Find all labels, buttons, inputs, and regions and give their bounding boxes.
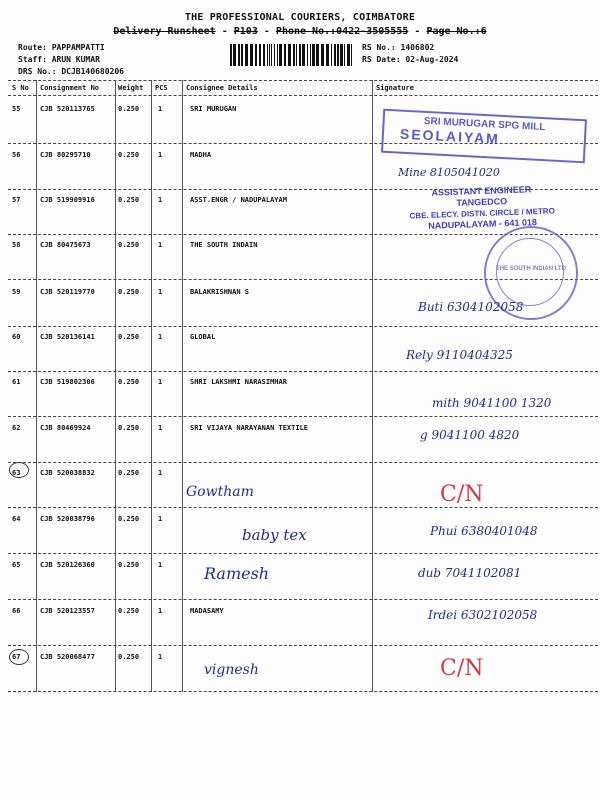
barcode-bar [316, 44, 319, 66]
cell-pcs: 1 [158, 196, 163, 204]
barcode-bar [321, 44, 324, 66]
rs-date: RS Date: 02-Aug-2024 [362, 55, 459, 64]
consignee-row64: baby tex [242, 526, 307, 544]
cell-sno: 60 [12, 333, 21, 341]
barcode-bar [337, 44, 339, 66]
cell-sno: 62 [12, 424, 21, 432]
page-number: Page No.:6 [426, 26, 487, 37]
row-divider [8, 462, 598, 463]
cell-consignment: CJB 520123557 [40, 607, 95, 615]
barcode-bar [302, 44, 305, 66]
cell-weight: 0.250 [118, 333, 140, 341]
cell-weight: 0.250 [118, 151, 140, 159]
cell-weight: 0.250 [118, 653, 140, 661]
cell-consignment: CJB 80469924 [40, 424, 91, 432]
signature-row66: Irdei 6302102058 [428, 608, 538, 622]
barcode-bar [340, 44, 343, 66]
row-divider [8, 645, 598, 646]
cell-sno: 67 [12, 653, 21, 661]
cell-consignee: BALAKRISHNAN S [190, 288, 250, 296]
cell-weight: 0.250 [118, 105, 140, 113]
signature-row65: dub 7041102081 [418, 566, 522, 580]
table-row [8, 651, 596, 691]
cell-consignee: ASST.ENGR / NADUPALAYAM [190, 196, 287, 204]
row-divider [8, 326, 598, 327]
barcode-bar [277, 44, 278, 66]
barcode-bar [299, 44, 301, 66]
cell-consignee: MADHA [190, 151, 212, 159]
signature-row63: C/N [440, 482, 484, 507]
cell-sno: 61 [12, 378, 21, 386]
table-top-border [8, 80, 598, 81]
cell-pcs: 1 [158, 607, 163, 615]
staff-label: Staff: ARUN KUMAR [18, 55, 100, 64]
cell-weight: 0.250 [118, 469, 140, 477]
cell-weight: 0.250 [118, 288, 140, 296]
cell-weight: 0.250 [118, 561, 140, 569]
col-consignee: Consignee Details [186, 84, 258, 92]
barcode-bar [351, 44, 352, 66]
col-sno: S No [12, 84, 29, 92]
barcode-bar [263, 44, 265, 66]
cell-consignee: SRI VIJAYA NARAYANAN TEXTILE [190, 424, 309, 432]
cell-pcs: 1 [158, 288, 163, 296]
cell-pcs: 1 [158, 333, 163, 341]
rs-number: RS No.: 1406802 [362, 43, 435, 52]
cell-sno: 65 [12, 561, 21, 569]
barcode-bar [271, 44, 272, 66]
header-divider [8, 95, 598, 96]
col-signature: Signature [376, 84, 414, 92]
cell-weight: 0.250 [118, 424, 140, 432]
cell-consignee: SRI MURUGAN [190, 105, 237, 113]
cell-weight: 0.250 [118, 196, 140, 204]
cell-consignment: CJB 520068477 [40, 653, 95, 661]
cell-consignment: CJB 520113765 [40, 105, 95, 113]
barcode-bar [284, 44, 286, 66]
cell-weight: 0.250 [118, 378, 140, 386]
cell-consignment: CJB 80475673 [40, 241, 91, 249]
row-divider [8, 553, 598, 554]
circle-mark-row63 [9, 462, 29, 478]
cell-consignment: CJB 520136141 [40, 333, 95, 341]
barcode-bar [334, 44, 336, 66]
cell-pcs: 1 [158, 561, 163, 569]
cell-consignee: MADASAMY [190, 607, 224, 615]
cell-consignment: CJB 520119770 [40, 288, 95, 296]
round-seal-text: THE SOUTH INDIAN LTD [496, 266, 566, 272]
engineer-stamp-line4: NADUPALAYAM - 641 018 [428, 217, 538, 231]
cell-consignment: CJB 80295710 [40, 151, 91, 159]
barcode-bar [310, 44, 311, 66]
consignee-row65: Ramesh [204, 564, 270, 583]
cell-consignment: CJB 520038832 [40, 469, 95, 477]
cell-sno: 66 [12, 607, 21, 615]
cell-weight: 0.250 [118, 607, 140, 615]
cell-weight: 0.250 [118, 515, 140, 523]
signature-row64: Phui 6380401048 [430, 524, 538, 538]
cell-pcs: 1 [158, 378, 163, 386]
cell-sno: 56 [12, 151, 21, 159]
row-divider [8, 371, 598, 372]
barcode-bar [230, 44, 232, 66]
phone-number: Phone No.:0422-3505555 [275, 26, 409, 37]
row-divider [8, 507, 598, 508]
cell-pcs: 1 [158, 241, 163, 249]
signature-row56: Mine 8105041020 [398, 166, 500, 179]
col-consignment: Consignment No [40, 84, 100, 92]
barcode-bar [255, 44, 257, 66]
barcode-bar [279, 44, 282, 66]
cell-sno: 55 [12, 105, 21, 113]
barcode-bar [307, 44, 308, 66]
cell-consignment: CJB 519802306 [40, 378, 95, 386]
barcode-bar [312, 44, 315, 66]
cell-sno: 58 [12, 241, 21, 249]
signature-row60: Rely 9110404325 [406, 348, 513, 362]
barcode-bar [296, 44, 297, 66]
barcode-bar [245, 44, 248, 66]
engineer-stamp-line1: ASSISTANT ENGINEER [431, 184, 532, 198]
engineer-stamp-line2: TANGEDCO [456, 196, 508, 208]
barcode-bar [250, 44, 253, 66]
engineer-stamp-line3: CBE. ELECY. DISTN. CIRCLE / METRO [409, 206, 555, 221]
barcode-bar [267, 44, 268, 66]
drs-number: DRS No.: DCJB140680206 [18, 67, 124, 76]
cell-consignment: CJB 520038796 [40, 515, 95, 523]
barcode-bar [344, 44, 345, 66]
cell-sno: 64 [12, 515, 21, 523]
runsheet-code: P103 [233, 26, 258, 37]
cell-consignment: CJB 520126360 [40, 561, 95, 569]
cell-pcs: 1 [158, 469, 163, 477]
cell-sno: 57 [12, 196, 21, 204]
runsheet-subtitle: Delivery Runsheet - P103 - Phone No.:0422-3505555 - Page No.:6 [113, 26, 487, 37]
barcode-bar [241, 44, 243, 66]
barcode-bar [269, 44, 270, 66]
round-seal-inner [496, 238, 564, 306]
col-pcs: PCS [155, 84, 168, 92]
signature-row59: Buti 6304102058 [418, 300, 524, 314]
table-row [8, 467, 596, 507]
engineer-stamp [401, 183, 562, 233]
row-divider [8, 599, 598, 600]
row-divider [8, 691, 598, 692]
mill-stamp-line1: SRI MURUGAR SPG MILL [423, 115, 546, 134]
company-title: THE PROFESSIONAL COURIERS, COIMBATORE [184, 12, 416, 23]
cell-pcs: 1 [158, 424, 163, 432]
cell-sno: 63 [12, 469, 21, 477]
cell-consignment: CJB 519909916 [40, 196, 95, 204]
cell-weight: 0.250 [118, 241, 140, 249]
signature-row61: mith 9041100 1320 [432, 396, 552, 410]
barcode-bar [331, 44, 332, 66]
cell-pcs: 1 [158, 515, 163, 523]
cell-consignee: THE SOUTH INDAIN [190, 241, 258, 249]
barcode-bar [274, 44, 275, 66]
mill-stamp-line2: SEOLAIYAM [399, 125, 501, 147]
signature-row67: C/N [440, 656, 484, 681]
consignee-row63: Gowtham [186, 484, 254, 500]
runsheet-label: Delivery Runsheet [113, 26, 216, 37]
barcode-bar [347, 44, 350, 66]
cell-sno: 59 [12, 288, 21, 296]
row-divider [8, 416, 598, 417]
barcode-bar [259, 44, 261, 66]
barcode-bar [288, 44, 291, 66]
barcode [230, 44, 354, 66]
barcode-bar [233, 44, 236, 66]
route-label: Route: PAPPAMPATTI [18, 43, 105, 52]
cell-pcs: 1 [158, 105, 163, 113]
barcode-bar [326, 44, 329, 66]
cell-pcs: 1 [158, 151, 163, 159]
cell-consignee: GLOBAL [190, 333, 216, 341]
cell-consignee: SHRI LAKSHMI NARASIMHAR [190, 378, 287, 386]
col-weight: Weight [118, 84, 144, 92]
barcode-bar [293, 44, 295, 66]
consignee-row67: vignesh [204, 662, 259, 678]
barcode-bar [238, 44, 240, 66]
cell-pcs: 1 [158, 653, 163, 661]
signature-row62: g 9041100 4820 [420, 428, 520, 442]
circle-mark-row67 [9, 649, 29, 665]
